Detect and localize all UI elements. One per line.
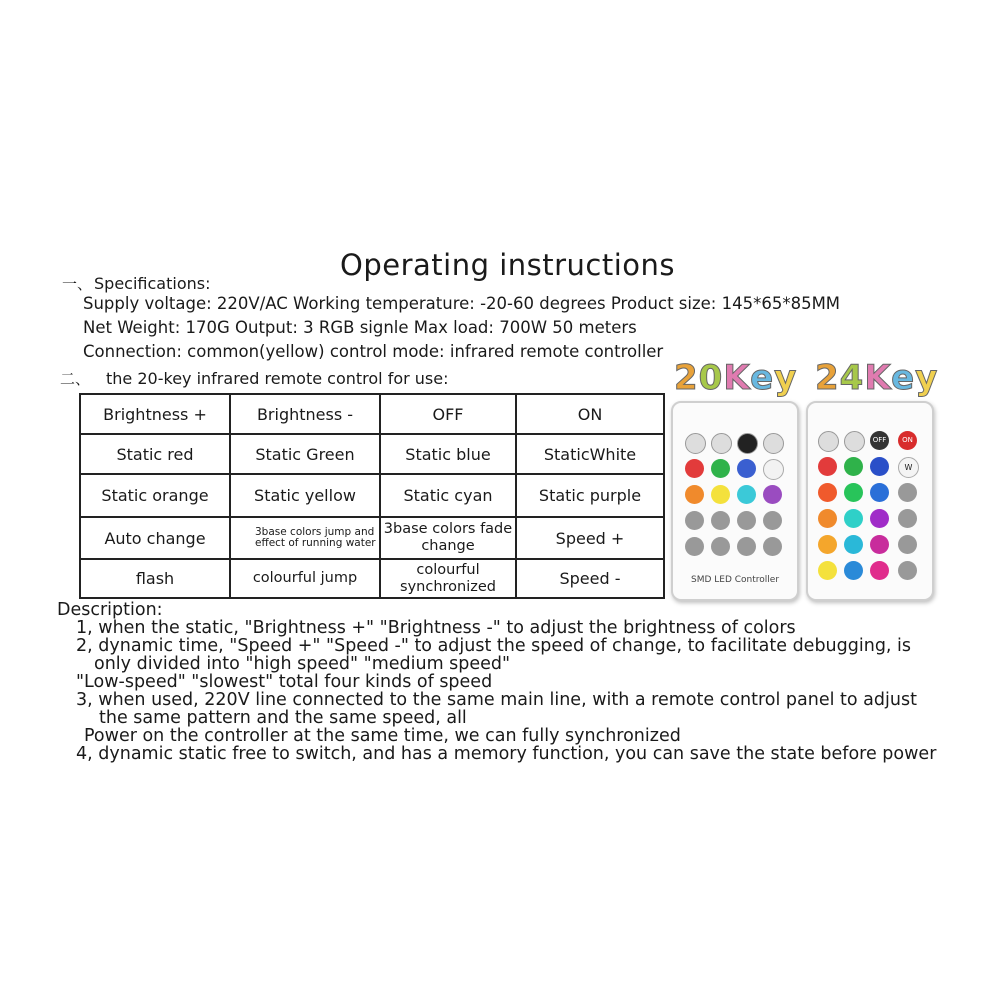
section-specifications-heading bbox=[62, 273, 210, 294]
red-button-icon bbox=[818, 457, 837, 476]
amber-button-icon bbox=[818, 509, 837, 528]
table-cell: Static Green bbox=[230, 434, 380, 474]
on-button-icon: ON bbox=[898, 431, 917, 450]
brightness-down-icon bbox=[711, 433, 732, 454]
label-24key bbox=[815, 358, 938, 398]
speed-down-icon bbox=[763, 537, 782, 556]
key-function-table bbox=[79, 393, 665, 599]
key-label-letter: K bbox=[723, 358, 751, 398]
key-label-letter: y bbox=[774, 358, 798, 398]
table-cell: Static cyan bbox=[380, 474, 516, 517]
table-cell: flash bbox=[80, 559, 230, 598]
table-cell: 3base colors fade change bbox=[380, 517, 516, 559]
cyan-button-icon bbox=[737, 485, 756, 504]
table-cell: Static blue bbox=[380, 434, 516, 474]
remote-24key-image bbox=[806, 401, 934, 601]
purple-button-icon bbox=[870, 509, 889, 528]
brightness-down-icon bbox=[844, 431, 865, 452]
table-cell: StaticWhite bbox=[516, 434, 664, 474]
label-24key-text bbox=[815, 358, 938, 398]
off-button-icon: OFF bbox=[870, 431, 889, 450]
description-line: 4, dynamic static free to switch, and has a memory function, you can save the state before power bbox=[76, 744, 937, 764]
table-cell: Speed + bbox=[516, 517, 664, 559]
table-cell: Auto change bbox=[80, 517, 230, 559]
remote-20key-image bbox=[671, 401, 799, 601]
description-line: Power on the controller at the same time, we can fully synchronized bbox=[84, 726, 681, 746]
light-blue-button-icon bbox=[870, 483, 889, 502]
brightness-up-icon bbox=[685, 433, 706, 454]
mode-button-icon bbox=[711, 511, 730, 530]
table-cell: Static purple bbox=[516, 474, 664, 517]
description-heading: Description: bbox=[57, 600, 163, 620]
key-label-letter: 4 bbox=[839, 358, 865, 398]
table-cell: Static red bbox=[80, 434, 230, 474]
orange-button-icon bbox=[818, 483, 837, 502]
section-number: 二、 bbox=[60, 370, 91, 388]
key-label-letter: e bbox=[891, 358, 916, 398]
pink-button-icon bbox=[870, 561, 889, 580]
label-20key bbox=[674, 358, 797, 398]
key-label-letter: 2 bbox=[815, 358, 840, 398]
table-cell: ON bbox=[516, 394, 664, 434]
azure-button-icon bbox=[844, 561, 863, 580]
teal-button-icon bbox=[844, 509, 863, 528]
key-label-letter: y bbox=[915, 358, 939, 398]
table-cell: Brightness - bbox=[230, 394, 380, 434]
key-label-letter: e bbox=[750, 358, 775, 398]
table-cell: Brightness + bbox=[80, 394, 230, 434]
description-line: 3, when used, 220V line connected to the same main line, with a remote control panel to adjust bbox=[76, 690, 917, 710]
green-button-icon bbox=[844, 457, 863, 476]
purple-button-icon bbox=[763, 485, 782, 504]
mode-button-icon bbox=[685, 537, 704, 556]
mode-button-icon bbox=[898, 561, 917, 580]
yellow-button-icon bbox=[818, 561, 837, 580]
mode-button-icon bbox=[898, 509, 917, 528]
description-line: the same pattern and the same speed, all bbox=[99, 708, 467, 728]
table-cell: Static yellow bbox=[230, 474, 380, 517]
section-number: 一、 bbox=[62, 275, 93, 293]
key-label-letter: 0 bbox=[698, 358, 724, 398]
section-title: Specifications: bbox=[94, 274, 211, 293]
mode-button-icon bbox=[711, 537, 730, 556]
section-remote-heading bbox=[60, 368, 449, 389]
table-cell: colourful jump bbox=[230, 559, 380, 598]
mode-button-icon bbox=[685, 511, 704, 530]
table-cell: Speed - bbox=[516, 559, 664, 598]
section-title: the 20-key infrared remote control for use: bbox=[106, 369, 449, 388]
table-cell: colourful synchronized bbox=[380, 559, 516, 598]
white-button-icon bbox=[763, 459, 784, 480]
blue-button-icon bbox=[737, 459, 756, 478]
speed-up-icon bbox=[763, 511, 782, 530]
mode-button-icon bbox=[898, 483, 917, 502]
brightness-up-icon bbox=[818, 431, 839, 452]
green-button-icon bbox=[711, 459, 730, 478]
power-on-icon bbox=[763, 433, 784, 454]
description-line: only divided into "high speed" "medium speed" bbox=[94, 654, 511, 674]
spec-line: Supply voltage: 220V/AC Working temperature: -20-60 degrees Product size: 145*65*85MM bbox=[83, 294, 841, 313]
mode-button-icon bbox=[737, 537, 756, 556]
blue-button-icon bbox=[870, 457, 889, 476]
yellow-button-icon bbox=[711, 485, 730, 504]
label-20key-text bbox=[674, 358, 797, 398]
mode-button-icon bbox=[898, 535, 917, 554]
sky-button-icon bbox=[844, 535, 863, 554]
key-label-letter: 2 bbox=[674, 358, 699, 398]
light-green-button-icon bbox=[844, 483, 863, 502]
description-line: 1, when the static, "Brightness +" "Brightness -" to adjust the brightness of colors bbox=[76, 618, 796, 638]
magenta-button-icon bbox=[870, 535, 889, 554]
description-line: "Low-speed" "slowest" total four kinds of speed bbox=[76, 672, 493, 692]
spec-line: Connection: common(yellow) control mode: infrared remote controller bbox=[83, 342, 664, 361]
table-cell: Static orange bbox=[80, 474, 230, 517]
table-cell: OFF bbox=[380, 394, 516, 434]
mode-button-icon bbox=[737, 511, 756, 530]
table-cell: 3base colors jump and effect of running water bbox=[230, 517, 380, 559]
gold-button-icon bbox=[818, 535, 837, 554]
spec-line: Net Weight: 170G Output: 3 RGB signle Max load: 700W 50 meters bbox=[83, 318, 637, 337]
key-label-letter: K bbox=[864, 358, 892, 398]
remote-brand-label: SMD LED Controller bbox=[691, 575, 780, 585]
red-button-icon bbox=[685, 459, 704, 478]
power-off-icon bbox=[737, 433, 758, 454]
description-line: 2, dynamic time, "Speed +" "Speed -" to adjust the speed of change, to facilitate debugging, is bbox=[76, 636, 912, 656]
white-button-icon: W bbox=[898, 457, 919, 478]
page-title: Operating instructions bbox=[340, 248, 676, 282]
orange-button-icon bbox=[685, 485, 704, 504]
